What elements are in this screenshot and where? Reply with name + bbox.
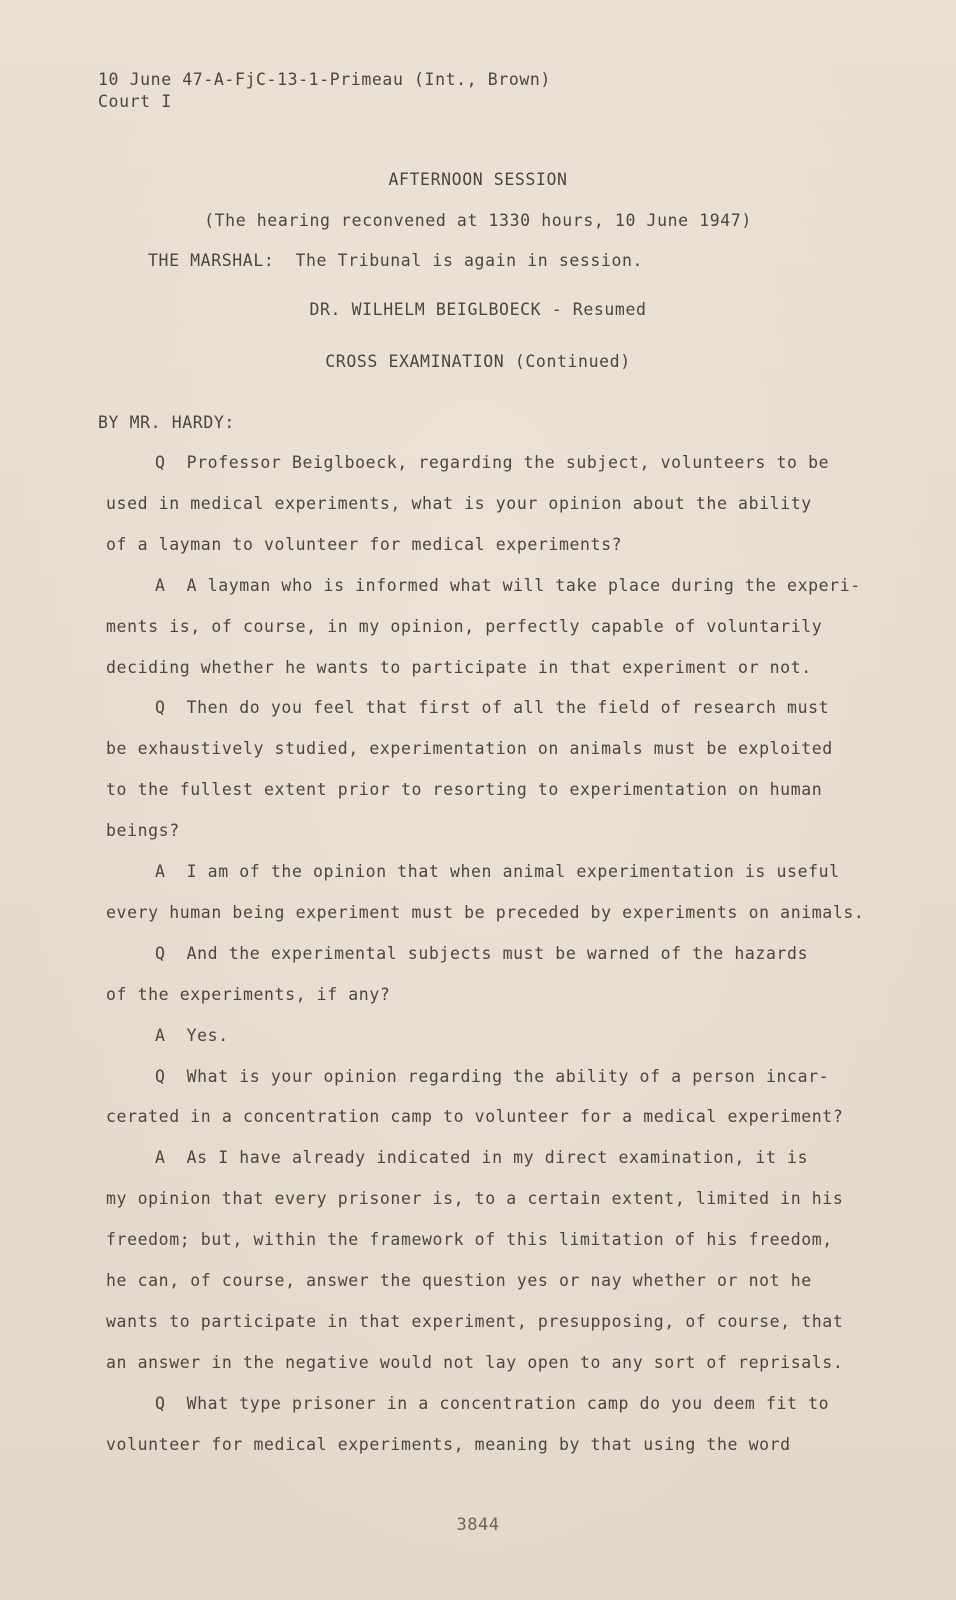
transcript-line: be exhaustively studied, experimentation on animals must be exploited <box>106 739 833 758</box>
transcript-line: Q Then do you feel that first of all the field of research must <box>155 698 830 717</box>
reconvened-note: (The hearing reconvened at 1330 hours, 10 June 1947) <box>204 211 752 230</box>
transcript-line: volunteer for medical experiments, meaning by that using the word <box>106 1435 791 1454</box>
transcript-line: used in medical experiments, what is your opinion about the ability <box>106 494 812 513</box>
transcript-line: Q What type prisoner in a concentration camp do you deem fit to <box>155 1394 830 1413</box>
transcript-line: wants to participate in that experiment, presupposing, of course, that <box>106 1312 844 1331</box>
transcript-line: A Yes. <box>155 1026 229 1045</box>
transcript-line: an answer in the negative would not lay open to any sort of reprisals. <box>106 1353 844 1372</box>
transcript-line: of the experiments, if any? <box>106 985 391 1004</box>
transcript-line: Q Professor Beiglboeck, regarding the subject, volunteers to be <box>155 453 830 472</box>
header-line-1: 10 June 47-A-FjC-13-1-Primeau (Int., Brown) <box>98 70 551 89</box>
witness-heading: DR. WILHELM BEIGLBOECK - Resumed <box>309 300 647 319</box>
transcript-line: of a layman to volunteer for medical experiments? <box>106 535 623 554</box>
transcript-line: freedom; but, within the framework of this limitation of his freedom, <box>106 1230 833 1249</box>
transcript-line: my opinion that every prisoner is, to a certain extent, limited in his <box>106 1189 844 1208</box>
transcript-line: to the fullest extent prior to resorting to experimentation on human <box>106 780 823 799</box>
transcript-line: A I am of the opinion that when animal experimentation is useful <box>155 862 840 881</box>
transcript-line: deciding whether he wants to participate in that experiment or not. <box>106 658 812 677</box>
transcript-line: A As I have already indicated in my direct examination, it is <box>155 1148 809 1167</box>
transcript-line: A A layman who is informed what will take place during the experi- <box>155 576 861 595</box>
session-title: AFTERNOON SESSION <box>388 170 568 189</box>
transcript-line: Q What is your opinion regarding the ability of a person incar- <box>155 1067 830 1086</box>
transcript-line: ments is, of course, in my opinion, perfectly capable of voluntarily <box>106 617 823 636</box>
transcript-line: every human being experiment must be preceded by experiments on animals. <box>106 903 865 922</box>
transcript-line: beings? <box>106 821 180 840</box>
transcript-line: he can, of course, answer the question yes or nay whether or not he <box>106 1271 812 1290</box>
transcript-line: Q And the experimental subjects must be warned of the hazards <box>155 944 809 963</box>
examiner-label: BY MR. HARDY: <box>98 413 235 432</box>
marshal-statement: THE MARSHAL: The Tribunal is again in session. <box>148 251 644 270</box>
examination-heading: CROSS EXAMINATION (Continued) <box>325 352 631 371</box>
transcript-line: cerated in a concentration camp to volunteer for a medical experiment? <box>106 1107 844 1126</box>
header-line-2: Court I <box>98 92 172 111</box>
page-number: 3844 <box>456 1515 500 1535</box>
